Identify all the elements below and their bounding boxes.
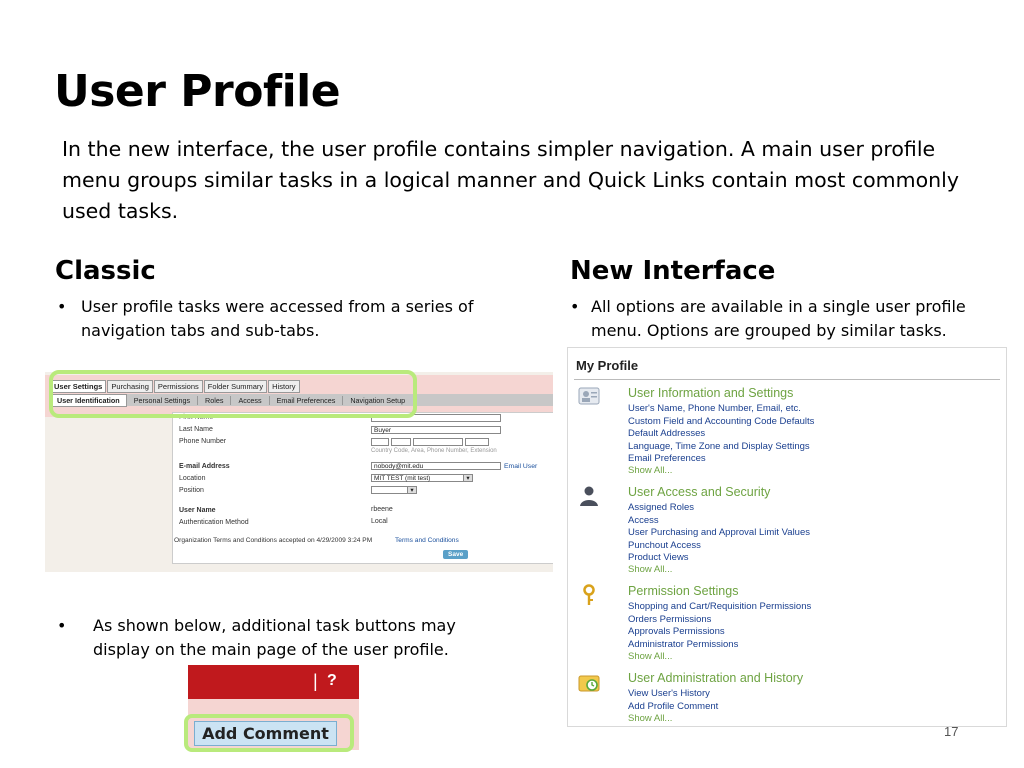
panel-title: My Profile xyxy=(576,358,639,373)
auth-method-label: Authentication Method xyxy=(179,519,249,526)
link-shopping-cart-permissions[interactable]: Shopping and Cart/Requisition Permissions xyxy=(628,601,812,612)
tab-folder-summary[interactable]: Folder Summary xyxy=(204,380,267,393)
section-title[interactable]: Permission Settings xyxy=(628,584,739,598)
history-icon xyxy=(578,672,600,694)
subtab-roles[interactable]: Roles xyxy=(198,396,231,405)
intro-paragraph: In the new interface, the user profile contains simpler navigation. A main user profile menu groups similar tasks in a logical manner and Quick Links contain most commonly used tasks. xyxy=(62,137,959,223)
phone-area-field[interactable] xyxy=(391,438,411,446)
tab-user-settings[interactable]: User Settings xyxy=(50,380,106,393)
position-label: Position xyxy=(179,487,204,494)
link-language-settings[interactable]: Language, Time Zone and Display Settings xyxy=(628,441,810,452)
section-title[interactable]: User Administration and History xyxy=(628,671,804,685)
tab-purchasing[interactable]: Purchasing xyxy=(107,380,153,393)
terms-link[interactable]: Terms and Conditions xyxy=(395,537,459,544)
username-label: User Name xyxy=(179,507,216,514)
new-interface-heading: New Interface xyxy=(570,256,776,286)
terms-text: Organization Terms and Conditions accepted on 4/29/2009 3:24 PM xyxy=(174,537,373,544)
slide-title: User Profile xyxy=(54,66,341,117)
last-name-field[interactable]: Buyer xyxy=(371,426,501,434)
page-number: 17 xyxy=(944,724,959,739)
classic-bullet xyxy=(57,295,497,343)
link-add-profile-comment[interactable]: Add Profile Comment xyxy=(628,701,719,712)
show-all-link[interactable]: Show All... xyxy=(628,651,673,662)
phone-number-field[interactable] xyxy=(413,438,463,446)
link-administrator-permissions[interactable]: Administrator Permissions xyxy=(628,639,739,650)
add-comment-highlight xyxy=(184,714,354,752)
new-interface-bullet xyxy=(570,295,990,343)
link-custom-field-defaults[interactable]: Custom Field and Accounting Code Defaults xyxy=(628,416,815,427)
link-approval-limit-values[interactable]: User Purchasing and Approval Limit Values xyxy=(628,527,811,538)
location-select[interactable]: MIT TEST (mit test) xyxy=(371,474,473,482)
section-title[interactable]: User Information and Settings xyxy=(628,386,794,400)
link-punchout-access[interactable]: Punchout Access xyxy=(628,540,701,551)
show-all-link[interactable]: Show All... xyxy=(628,713,673,724)
key-icon xyxy=(578,584,600,606)
bullet-dot: • xyxy=(570,297,580,316)
classic-heading: Classic xyxy=(55,256,156,286)
auth-method-value: Local xyxy=(371,518,388,525)
save-button[interactable]: Save xyxy=(443,550,468,559)
bullet-dot: • xyxy=(57,297,67,316)
new-interface-bullet-text: All options are available in a single user profile menu. Options are grouped by similar tasks. xyxy=(591,297,966,340)
subtab-user-identification[interactable]: User Identification xyxy=(50,394,127,407)
phone-country-field[interactable] xyxy=(371,438,389,446)
username-value: rbeene xyxy=(371,506,393,513)
link-orders-permissions[interactable]: Orders Permissions xyxy=(628,614,712,625)
phone-label: Phone Number xyxy=(179,438,227,445)
person-icon xyxy=(578,485,600,507)
location-label: Location xyxy=(179,475,206,482)
show-all-link[interactable]: Show All... xyxy=(628,564,673,575)
tab-history[interactable]: History xyxy=(268,380,299,393)
add-comment-button[interactable]: Add Comment xyxy=(194,721,337,746)
email-label: E-mail Address xyxy=(179,463,230,470)
subtab-navigation-setup[interactable]: Navigation Setup xyxy=(350,395,406,405)
link-default-addresses[interactable]: Default Addresses xyxy=(628,428,706,439)
link-assigned-roles[interactable]: Assigned Roles xyxy=(628,502,695,513)
separator: | xyxy=(313,671,318,691)
link-approvals-permissions[interactable]: Approvals Permissions xyxy=(628,626,725,637)
link-view-users-history[interactable]: View User's History xyxy=(628,688,710,699)
subtab-personal-settings[interactable]: Personal Settings xyxy=(127,396,198,405)
email-user-link[interactable]: Email User xyxy=(504,463,538,470)
link-email-preferences[interactable]: Email Preferences xyxy=(628,453,706,464)
phone-extension-field[interactable] xyxy=(465,438,489,446)
classic-bullet-2-text: As shown below, additional task buttons may display on the main page of the user profile. xyxy=(93,616,456,659)
bullet-dot: • xyxy=(57,616,67,635)
link-access[interactable]: Access xyxy=(628,515,659,526)
help-icon[interactable]: ? xyxy=(327,672,337,689)
link-user-name-phone[interactable]: User's Name, Phone Number, Email, etc. xyxy=(628,403,801,414)
subtab-access[interactable]: Access xyxy=(231,396,269,405)
my-profile-panel xyxy=(567,347,1007,727)
classic-form-panel xyxy=(172,412,553,564)
tab-permissions[interactable]: Permissions xyxy=(154,380,203,393)
email-field[interactable]: nobody@mit.edu xyxy=(371,462,501,470)
chevron-down-icon[interactable]: ▾ xyxy=(407,486,417,494)
first-name-label: First Name xyxy=(179,414,214,421)
subtab-email-preferences[interactable]: Email Preferences xyxy=(270,396,344,405)
show-all-link[interactable]: Show All... xyxy=(628,465,673,476)
classic-bullet-2 xyxy=(57,614,477,662)
classic-bullet-text: User profile tasks were accessed from a series of navigation tabs and sub-tabs. xyxy=(81,297,474,340)
last-name-label: Last Name xyxy=(179,426,213,433)
phone-hint: Country Code, Area, Phone Number, Extension xyxy=(371,448,497,454)
chevron-down-icon[interactable]: ▾ xyxy=(463,474,473,482)
tabs-highlight xyxy=(49,370,417,418)
task-bar xyxy=(188,665,359,699)
section-title[interactable]: User Access and Security xyxy=(628,485,771,499)
user-card-icon xyxy=(578,386,600,408)
link-product-views[interactable]: Product Views xyxy=(628,552,689,563)
divider xyxy=(574,379,1000,380)
